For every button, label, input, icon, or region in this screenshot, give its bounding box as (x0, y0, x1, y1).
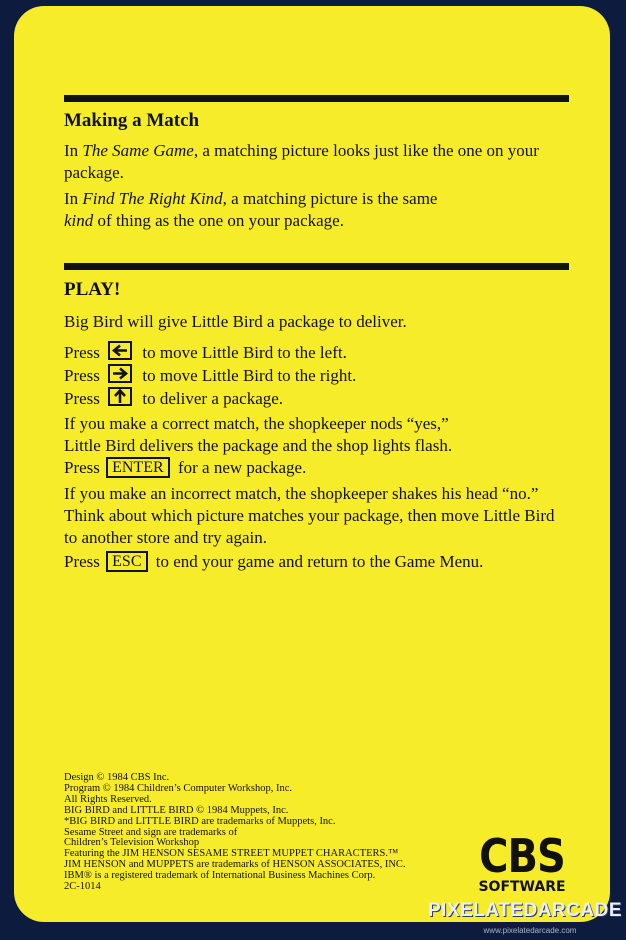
section-heading-play: PLAY! (64, 279, 121, 300)
right-arrow-key-icon (108, 364, 132, 383)
credits-fine-print: Design © 1984 CBS Inc. Program © 1984 Children’s Computer Workshop, Inc. All Rights Reserved. BIG BIRD and LITTLE BIRD © 1984 Muppets, Inc. *BIG BIRD and LITTLE BIRD are trademarks of Muppets, Inc. Sesame Street and sign are trademarks of Children’s Television Workshop Featuring the JIM HENSON SESAME STREET MUPPET CHARACTERS.™ JIM HENSON and MUPPETS are trademarks of HENSON ASSOCIATES, INC. IBM® is a registered trademark of International Business Machines Corp. 2C-1014 (64, 772, 406, 893)
watermark-name: PIXELATEDARCADE (428, 900, 622, 921)
same-game-paragraph: In The Same Game, a matching picture looks just like the one on your package. (64, 141, 539, 182)
section-rule (64, 263, 569, 270)
enter-key-line: Press ENTER for a new package. (64, 458, 307, 477)
esc-key: ESC (106, 551, 147, 572)
up-key-line: Press to deliver a package. (64, 389, 284, 408)
left-key-line: Press to move Little Bird to the left. (64, 343, 347, 362)
incorrect-match-paragraph: If you make an incorrect match, the shopkeeper shakes his head “no.” Think about which picture matches your package, then move Little Bird to another store and try again. (64, 484, 555, 547)
left-arrow-key-icon (108, 341, 132, 360)
watermark-url: www.pixelatedarcade.com (483, 926, 577, 935)
play-intro: Big Bird will give Little Bird a package to deliver. (64, 312, 407, 331)
cbs-software-logo (474, 830, 570, 895)
software-logo-text: SOFTWARE (478, 879, 566, 895)
right-kind-title: Find The Right Kind (82, 189, 223, 208)
up-arrow-key-icon (108, 387, 132, 406)
enter-key: ENTER (106, 457, 170, 478)
section-rule (64, 95, 569, 102)
right-key-line: Press to move Little Bird to the right. (64, 366, 357, 385)
right-kind-paragraph: In Find The Right Kind, a matching picture is the same kind of thing as the one on your package. (64, 189, 438, 230)
esc-key-line: Press ESC to end your game and return to the Game Menu. (64, 552, 484, 571)
key-instructions (64, 341, 569, 410)
instruction-card (14, 6, 610, 922)
correct-match-paragraph: If you make a correct match, the shopkeeper nods “yes,” Little Bird delivers the package and the shop lights flash. Press ENTER for a new package. (64, 413, 569, 479)
section-heading-making-a-match: Making a Match (64, 110, 200, 131)
cbs-logo-text: CBS (479, 830, 565, 884)
same-game-title: The Same Game (82, 141, 194, 160)
kind-emphasis: kind (64, 211, 94, 230)
